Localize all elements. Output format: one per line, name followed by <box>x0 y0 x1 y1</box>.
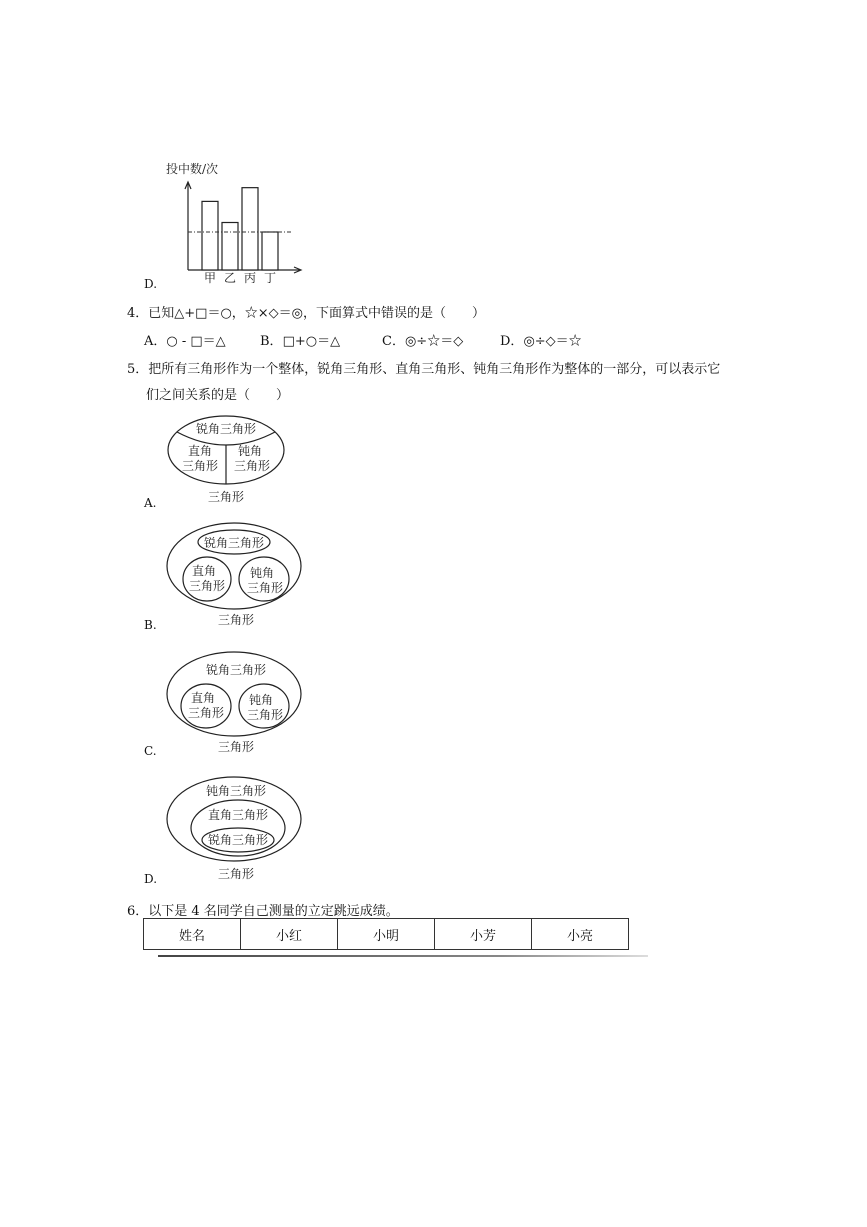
question-4-options <box>144 330 704 350</box>
q4-option-d[interactable] <box>500 330 582 349</box>
ellipse-left-line2: 三角形 <box>188 579 226 593</box>
option-label: B． <box>260 334 283 349</box>
venn-diagram-a <box>140 408 300 512</box>
option-label: C. <box>144 744 157 758</box>
region-right-line1: 钝角 <box>237 444 263 458</box>
q5-option-a[interactable] <box>140 408 300 512</box>
caption: 三角形 <box>217 740 255 754</box>
table-header-cell: 小红 <box>241 919 338 950</box>
q5-option-b[interactable] <box>140 518 310 636</box>
option-label: A. <box>144 496 157 510</box>
y-axis-label: 投中数/次 <box>166 162 219 176</box>
option-label: B. <box>144 618 157 632</box>
option-label: D. <box>144 277 158 291</box>
question-4-stem: 4．已知△+□＝○，☆×◇＝◎，下面算式中错误的是（ ） <box>127 306 486 321</box>
x-tick-label: 丁 <box>263 271 277 285</box>
scores-table-wrapper <box>143 918 629 950</box>
outer-label: 钝角三角形 <box>205 784 267 798</box>
q4-option-b[interactable] <box>260 330 340 349</box>
option-label: C． <box>382 334 405 349</box>
venn-diagram-b <box>140 518 310 636</box>
inner-label: 锐角三角形 <box>207 833 269 847</box>
bar-2 <box>222 223 238 271</box>
caption: 三角形 <box>217 613 255 627</box>
option-label: A． <box>144 334 167 349</box>
region-right-line2: 三角形 <box>233 459 271 473</box>
ellipse-right-line1: 钝角 <box>249 566 275 580</box>
x-tick-label: 甲 <box>203 271 217 285</box>
ellipse-right-line2: 三角形 <box>246 708 284 722</box>
q5-option-d[interactable] <box>140 772 310 888</box>
q3-option-d <box>140 155 320 295</box>
ellipse-right-line2: 三角形 <box>246 581 284 595</box>
q5-option-c[interactable] <box>140 646 310 762</box>
table-header-cell: 小明 <box>338 919 435 950</box>
ellipse-top: 锐角三角形 <box>203 536 265 550</box>
bar-3 <box>242 188 258 270</box>
table-header-cell: 小亮 <box>532 919 629 950</box>
question-5-stem-line2: 们之间关系的是（ ） <box>146 388 290 403</box>
outer-label: 锐角三角形 <box>205 663 267 677</box>
option-label: D． <box>500 334 524 349</box>
table-header-cell: 姓名 <box>144 919 241 950</box>
scores-table <box>143 918 629 950</box>
question-6-stem: 6．以下是 4 名同学自己测量的立定跳远成绩。 <box>127 904 399 919</box>
question-5-stem-line1: 5．把所有三角形作为一个整体，锐角三角形、直角三角形、钝角三角形作为整体的一部分，可以表示它 <box>127 362 721 377</box>
caption: 三角形 <box>217 867 255 881</box>
region-left-line2: 三角形 <box>181 459 219 473</box>
option-text: ◎÷☆＝◇ <box>404 334 464 349</box>
q4-option-c[interactable] <box>382 330 463 349</box>
ellipse-left-line1: 直角 <box>191 564 217 578</box>
ellipse-right-line1: 钝角 <box>248 693 274 707</box>
ellipse-left-line1: 直角 <box>190 691 216 705</box>
table-header-cell: 小芳 <box>435 919 532 950</box>
q4-option-a[interactable] <box>144 330 226 349</box>
table-header-row <box>144 919 629 950</box>
option-text: □+○＝△ <box>282 334 341 349</box>
venn-diagram-c <box>140 646 310 762</box>
middle-label: 直角三角形 <box>207 808 269 822</box>
caption: 三角形 <box>207 490 245 504</box>
bar-1 <box>202 201 218 270</box>
bar-4 <box>262 232 278 270</box>
venn-diagram-d <box>140 772 310 888</box>
region-left-line1: 直角 <box>187 444 213 458</box>
bar-chart <box>140 155 320 285</box>
option-label: D. <box>144 872 158 886</box>
x-tick-label: 丙 <box>243 271 257 285</box>
x-tick-label: 乙 <box>223 271 237 285</box>
region-top: 锐角三角形 <box>195 422 257 436</box>
ellipse-left-line2: 三角形 <box>187 706 225 720</box>
option-text: ◎÷◇＝☆ <box>523 334 582 349</box>
option-text: ○ - □＝△ <box>166 334 226 349</box>
page-cut-line <box>158 955 648 957</box>
